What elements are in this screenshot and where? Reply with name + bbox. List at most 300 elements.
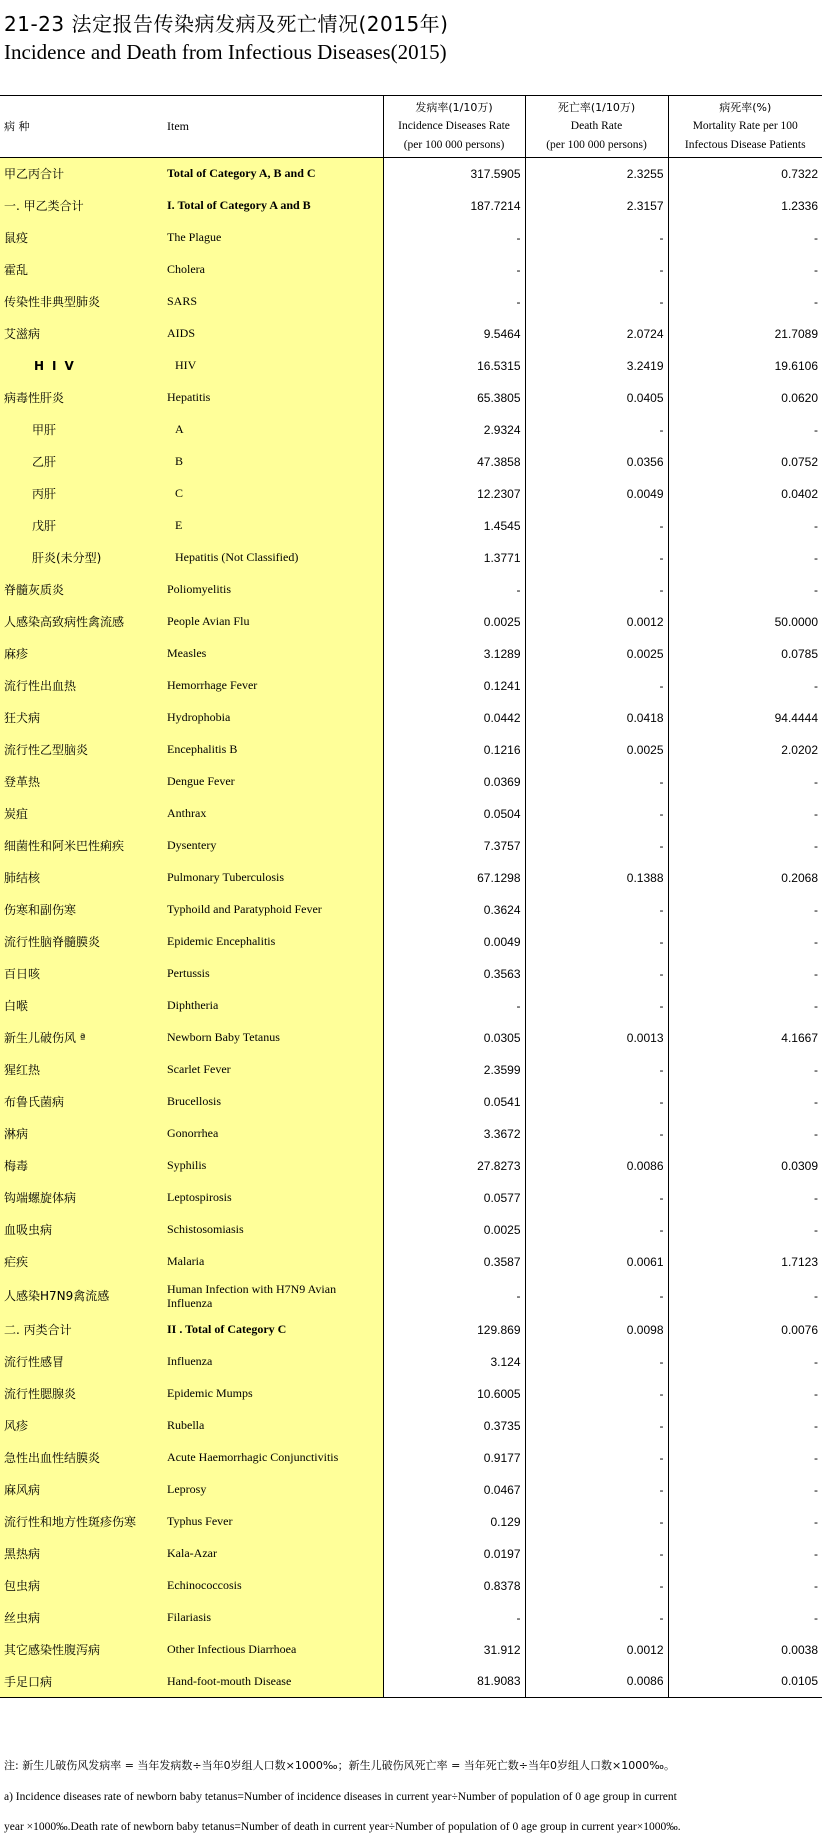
mortality-rate-cell: -: [668, 894, 822, 926]
disease-name-cn: 艾滋病: [0, 318, 165, 350]
table-row: [0, 638, 822, 670]
incidence-rate-cell: -: [383, 254, 525, 286]
header-incidence-en: Incidence Diseases Rate: [398, 120, 510, 132]
mortality-rate-cell: -: [668, 1570, 822, 1602]
table-row: [0, 926, 822, 958]
disease-name-cn: 鼠疫: [0, 222, 165, 254]
table-row: [0, 350, 822, 382]
mortality-rate-cell: -: [668, 670, 822, 702]
mortality-rate-cell: -: [668, 254, 822, 286]
mortality-rate-cell: -: [668, 1538, 822, 1570]
disease-name-en: Hepatitis: [165, 382, 383, 414]
table-row: [0, 1054, 822, 1086]
incidence-rate-cell: 67.1298: [383, 862, 525, 894]
disease-name-cn: 淋病: [0, 1118, 165, 1150]
disease-name-cn: 黑热病: [0, 1538, 165, 1570]
disease-name-en: Hemorrhage Fever: [165, 670, 383, 702]
disease-name-en: People Avian Flu: [165, 606, 383, 638]
mortality-rate-cell: 0.0038: [668, 1634, 822, 1666]
incidence-rate-cell: 0.0025: [383, 1214, 525, 1246]
disease-name-en: Hand-foot-mouth Disease: [165, 1666, 383, 1698]
disease-name-cn: 布鲁氏菌病: [0, 1086, 165, 1118]
table-row: [0, 766, 822, 798]
incidence-rate-cell: -: [383, 990, 525, 1022]
disease-name-en: Other Infectious Diarrhoea: [165, 1634, 383, 1666]
death-rate-cell: -: [525, 830, 668, 862]
incidence-rate-cell: 3.3672: [383, 1118, 525, 1150]
table-row: [0, 1346, 822, 1378]
incidence-rate-cell: -: [383, 574, 525, 606]
disease-name-cn: 二. 丙类合计: [0, 1314, 165, 1346]
incidence-rate-cell: 12.2307: [383, 478, 525, 510]
mortality-rate-cell: -: [668, 1506, 822, 1538]
death-rate-cell: -: [525, 542, 668, 574]
incidence-rate-cell: 0.0369: [383, 766, 525, 798]
incidence-rate-cell: 1.3771: [383, 542, 525, 574]
header-mortality-en1: Mortality Rate per 100: [692, 120, 798, 132]
death-rate-cell: 0.0012: [525, 606, 668, 638]
mortality-rate-cell: 1.7123: [668, 1246, 822, 1278]
table-row: [0, 286, 822, 318]
table-row: [0, 798, 822, 830]
footnote-cn: 注: 新生儿破伤风发病率 = 当年发病数÷当年0岁组人口数×1000‰；新生儿破伤风死亡率 = 当年死亡数÷当年0岁组人口数×1000‰。: [4, 1759, 675, 1772]
incidence-rate-cell: 10.6005: [383, 1378, 525, 1410]
mortality-rate-cell: -: [668, 1214, 822, 1246]
incidence-rate-cell: 0.9177: [383, 1442, 525, 1474]
disease-name-cn: 新生儿破伤风 ª: [0, 1022, 165, 1054]
death-rate-cell: -: [525, 1086, 668, 1118]
table-row: [0, 318, 822, 350]
disease-name-cn: 脊髓灰质炎: [0, 574, 165, 606]
disease-name-en: Typhus Fever: [165, 1506, 383, 1538]
table-row: [0, 222, 822, 254]
table-row: [0, 478, 822, 510]
disease-name-en: Dysentery: [165, 830, 383, 862]
table-row: [0, 1442, 822, 1474]
disease-name-en: Gonorrhea: [165, 1118, 383, 1150]
disease-name-cn: 白喉: [0, 990, 165, 1022]
table-row: [0, 958, 822, 990]
disease-name-cn: 包虫病: [0, 1570, 165, 1602]
table-body: [0, 158, 822, 1698]
mortality-rate-cell: 4.1667: [668, 1022, 822, 1054]
death-rate-cell: -: [525, 1474, 668, 1506]
disease-name-en: Influenza: [165, 1346, 383, 1378]
table-row: [0, 414, 822, 446]
mortality-rate-cell: 0.2068: [668, 862, 822, 894]
table-row: [0, 1602, 822, 1634]
mortality-rate-cell: -: [668, 990, 822, 1022]
mortality-rate-cell: -: [668, 1054, 822, 1086]
mortality-rate-cell: -: [668, 222, 822, 254]
disease-name-en: Filariasis: [165, 1602, 383, 1634]
disease-name-cn: 麻风病: [0, 1474, 165, 1506]
table-row: [0, 382, 822, 414]
disease-name-en: Malaria: [165, 1246, 383, 1278]
table-row: [0, 1118, 822, 1150]
incidence-rate-cell: -: [383, 286, 525, 318]
disease-name-en: Cholera: [165, 254, 383, 286]
disease-name-cn: 甲肝: [0, 414, 165, 446]
table-row: [0, 1538, 822, 1570]
disease-name-en: Poliomyelitis: [165, 574, 383, 606]
disease-name-en: Hydrophobia: [165, 702, 383, 734]
header-death-cn: 死亡率(1/10万): [557, 101, 636, 114]
death-rate-cell: 2.0724: [525, 318, 668, 350]
incidence-rate-cell: 0.0305: [383, 1022, 525, 1054]
table-row: [0, 158, 822, 190]
mortality-rate-cell: 2.0202: [668, 734, 822, 766]
death-rate-cell: -: [525, 1538, 668, 1570]
incidence-rate-cell: -: [383, 1602, 525, 1634]
death-rate-cell: -: [525, 1182, 668, 1214]
death-rate-cell: 0.0013: [525, 1022, 668, 1054]
table-row: [0, 542, 822, 574]
disease-name-cn: 霍乱: [0, 254, 165, 286]
header-item: Item: [165, 96, 383, 158]
table-row: [0, 1150, 822, 1182]
disease-name-en: AIDS: [165, 318, 383, 350]
disease-name-cn: 丙肝: [0, 478, 165, 510]
death-rate-cell: -: [525, 670, 668, 702]
mortality-rate-cell: -: [668, 766, 822, 798]
disease-name-cn: 流行性脑脊髓膜炎: [0, 926, 165, 958]
death-rate-cell: 0.0025: [525, 734, 668, 766]
disease-name-en: Measles: [165, 638, 383, 670]
death-rate-cell: -: [525, 926, 668, 958]
mortality-rate-cell: -: [668, 958, 822, 990]
table-row: [0, 1022, 822, 1054]
table-row: [0, 574, 822, 606]
incidence-rate-cell: 187.7214: [383, 190, 525, 222]
disease-name-en: Typhoild and Paratyphoid Fever: [165, 894, 383, 926]
incidence-rate-cell: 0.0577: [383, 1182, 525, 1214]
death-rate-cell: 0.0061: [525, 1246, 668, 1278]
death-rate-cell: -: [525, 1602, 668, 1634]
incidence-rate-cell: 9.5464: [383, 318, 525, 350]
table-row: [0, 862, 822, 894]
mortality-rate-cell: -: [668, 798, 822, 830]
disease-name-en: A: [165, 414, 383, 446]
incidence-rate-cell: 47.3858: [383, 446, 525, 478]
mortality-rate-cell: 0.0105: [668, 1666, 822, 1698]
mortality-rate-cell: -: [668, 1086, 822, 1118]
incidence-rate-cell: 3.124: [383, 1346, 525, 1378]
incidence-rate-cell: 0.0467: [383, 1474, 525, 1506]
death-rate-cell: 0.0356: [525, 446, 668, 478]
table-row: [0, 510, 822, 542]
incidence-rate-cell: 16.5315: [383, 350, 525, 382]
incidence-rate-cell: 0.3735: [383, 1410, 525, 1442]
disease-name-cn: 病毒性肝炎: [0, 382, 165, 414]
table-row: [0, 1634, 822, 1666]
disease-name-cn: 人感染H7N9禽流感: [0, 1278, 165, 1314]
mortality-rate-cell: 0.0402: [668, 478, 822, 510]
table-row: [0, 1086, 822, 1118]
mortality-rate-cell: 50.0000: [668, 606, 822, 638]
disease-name-cn: 肺结核: [0, 862, 165, 894]
incidence-rate-cell: 0.0504: [383, 798, 525, 830]
mortality-rate-cell: -: [668, 1118, 822, 1150]
disease-name-cn: 戊肝: [0, 510, 165, 542]
incidence-rate-cell: 0.0025: [383, 606, 525, 638]
incidence-rate-cell: -: [383, 222, 525, 254]
mortality-rate-cell: -: [668, 1378, 822, 1410]
mortality-rate-cell: -: [668, 1182, 822, 1214]
death-rate-cell: 2.3157: [525, 190, 668, 222]
disease-name-en: SARS: [165, 286, 383, 318]
table-row: [0, 1666, 822, 1698]
incidence-rate-cell: 0.3587: [383, 1246, 525, 1278]
disease-name-en: Human Infection with H7N9 Avian Influenza: [165, 1278, 383, 1314]
incidence-rate-cell: 81.9083: [383, 1666, 525, 1698]
disease-name-cn: 流行性和地方性斑疹伤寒: [0, 1506, 165, 1538]
disease-name-en: Hepatitis (Not Classified): [165, 542, 383, 574]
disease-name-en: E: [165, 510, 383, 542]
footnote-en-line1: a) Incidence diseases rate of newborn baby tetanus=Number of incidence diseases in current year÷Number of population of 0 age group in current: [4, 1791, 677, 1803]
mortality-rate-cell: 0.0752: [668, 446, 822, 478]
death-rate-cell: -: [525, 1054, 668, 1086]
header-mortality-cn: 病死率(%): [719, 101, 772, 114]
death-rate-cell: -: [525, 1346, 668, 1378]
table-row: [0, 734, 822, 766]
table-row: [0, 1246, 822, 1278]
disease-name-cn: 血吸虫病: [0, 1214, 165, 1246]
disease-name-cn: 疟疾: [0, 1246, 165, 1278]
table-row: [0, 1570, 822, 1602]
death-rate-cell: -: [525, 1378, 668, 1410]
disease-name-en: Diphtheria: [165, 990, 383, 1022]
death-rate-cell: -: [525, 574, 668, 606]
mortality-rate-cell: 94.4444: [668, 702, 822, 734]
disease-name-cn: 丝虫病: [0, 1602, 165, 1634]
death-rate-cell: -: [525, 990, 668, 1022]
death-rate-cell: 0.0086: [525, 1150, 668, 1182]
incidence-rate-cell: 1.4545: [383, 510, 525, 542]
death-rate-cell: -: [525, 1410, 668, 1442]
death-rate-cell: 0.0086: [525, 1666, 668, 1698]
incidence-rate-cell: -: [383, 1278, 525, 1314]
incidence-rate-cell: 3.1289: [383, 638, 525, 670]
death-rate-cell: -: [525, 1442, 668, 1474]
death-rate-cell: -: [525, 414, 668, 446]
mortality-rate-cell: -: [668, 414, 822, 446]
table-row: [0, 830, 822, 862]
table-row: [0, 606, 822, 638]
disease-name-cn: 一. 甲乙类合计: [0, 190, 165, 222]
incidence-rate-cell: 0.1216: [383, 734, 525, 766]
mortality-rate-cell: -: [668, 1442, 822, 1474]
death-rate-cell: 0.0049: [525, 478, 668, 510]
mortality-rate-cell: 21.7089: [668, 318, 822, 350]
mortality-rate-cell: -: [668, 926, 822, 958]
incidence-rate-cell: 0.1241: [383, 670, 525, 702]
disease-name-cn: 流行性乙型脑炎: [0, 734, 165, 766]
death-rate-cell: -: [525, 1214, 668, 1246]
disease-name-en: Kala-Azar: [165, 1538, 383, 1570]
table-row: [0, 1214, 822, 1246]
incidence-rate-cell: 0.3563: [383, 958, 525, 990]
death-rate-cell: -: [525, 958, 668, 990]
death-rate-cell: -: [525, 766, 668, 798]
incidence-rate-cell: 0.3624: [383, 894, 525, 926]
table-row: [0, 1506, 822, 1538]
page-title-cn: 21-23 法定报告传染病发病及死亡情况(2015年): [4, 12, 449, 36]
table-header-row: [0, 96, 822, 158]
disease-name-en: Anthrax: [165, 798, 383, 830]
disease-name-cn: 甲乙丙合计: [0, 158, 165, 190]
death-rate-cell: -: [525, 1506, 668, 1538]
incidence-rate-cell: 129.869: [383, 1314, 525, 1346]
death-rate-cell: -: [525, 1118, 668, 1150]
mortality-rate-cell: 0.7322: [668, 158, 822, 190]
disease-name-cn: 急性出血性结膜炎: [0, 1442, 165, 1474]
death-rate-cell: 0.1388: [525, 862, 668, 894]
disease-name-cn: 梅毒: [0, 1150, 165, 1182]
death-rate-cell: -: [525, 254, 668, 286]
disease-name-en: Encephalitis B: [165, 734, 383, 766]
disease-name-cn: 乙肝: [0, 446, 165, 478]
mortality-rate-cell: 0.0620: [668, 382, 822, 414]
mortality-rate-cell: -: [668, 1346, 822, 1378]
disease-name-cn: 风疹: [0, 1410, 165, 1442]
incidence-rate-cell: 317.5905: [383, 158, 525, 190]
disease-name-cn: 其它感染性腹泻病: [0, 1634, 165, 1666]
mortality-rate-cell: -: [668, 286, 822, 318]
disease-name-en: Rubella: [165, 1410, 383, 1442]
disease-name-en: I. Total of Category A and B: [165, 190, 383, 222]
table-row: [0, 1378, 822, 1410]
header-mortality: [668, 96, 822, 158]
disease-name-en: Brucellosis: [165, 1086, 383, 1118]
mortality-rate-cell: 0.0785: [668, 638, 822, 670]
disease-name-cn: 细菌性和阿米巴性痢疾: [0, 830, 165, 862]
mortality-rate-cell: 1.2336: [668, 190, 822, 222]
table-row: [0, 254, 822, 286]
incidence-rate-cell: 27.8273: [383, 1150, 525, 1182]
death-rate-cell: 0.0418: [525, 702, 668, 734]
infectious-disease-table: [0, 95, 822, 1698]
mortality-rate-cell: -: [668, 830, 822, 862]
death-rate-cell: -: [525, 1570, 668, 1602]
mortality-rate-cell: -: [668, 574, 822, 606]
incidence-rate-cell: 0.129: [383, 1506, 525, 1538]
disease-name-en: II . Total of Category C: [165, 1314, 383, 1346]
header-disease-cn: 病 种: [0, 96, 165, 158]
table-row: [0, 1410, 822, 1442]
disease-name-en: Epidemic Encephalitis: [165, 926, 383, 958]
incidence-rate-cell: 0.0442: [383, 702, 525, 734]
incidence-rate-cell: 0.8378: [383, 1570, 525, 1602]
disease-name-en: Leprosy: [165, 1474, 383, 1506]
disease-name-en: Total of Category A, B and C: [165, 158, 383, 190]
mortality-rate-cell: -: [668, 1474, 822, 1506]
header-incidence: [383, 96, 525, 158]
disease-name-cn: 百日咳: [0, 958, 165, 990]
table-row: [0, 990, 822, 1022]
header-death-en: Death Rate: [570, 120, 623, 132]
table-row: [0, 894, 822, 926]
death-rate-cell: 0.0405: [525, 382, 668, 414]
disease-name-en: The Plague: [165, 222, 383, 254]
disease-name-en: Pulmonary Tuberculosis: [165, 862, 383, 894]
mortality-rate-cell: 0.0309: [668, 1150, 822, 1182]
table-row: [0, 1474, 822, 1506]
incidence-rate-cell: 0.0197: [383, 1538, 525, 1570]
death-rate-cell: 3.2419: [525, 350, 668, 382]
disease-name-cn: 流行性腮腺炎: [0, 1378, 165, 1410]
table-row: [0, 1314, 822, 1346]
mortality-rate-cell: -: [668, 1602, 822, 1634]
disease-name-cn: 麻疹: [0, 638, 165, 670]
disease-name-cn: 登革热: [0, 766, 165, 798]
death-rate-cell: -: [525, 286, 668, 318]
death-rate-cell: 2.3255: [525, 158, 668, 190]
mortality-rate-cell: -: [668, 1278, 822, 1314]
mortality-rate-cell: 0.0076: [668, 1314, 822, 1346]
table-row: [0, 1182, 822, 1214]
disease-name-en: HIV: [165, 350, 383, 382]
death-rate-cell: -: [525, 510, 668, 542]
mortality-rate-cell: -: [668, 510, 822, 542]
incidence-rate-cell: 0.0049: [383, 926, 525, 958]
death-rate-cell: 0.0098: [525, 1314, 668, 1346]
death-rate-cell: -: [525, 222, 668, 254]
death-rate-cell: -: [525, 1278, 668, 1314]
table-row: [0, 702, 822, 734]
header-incidence-unit: (per 100 000 persons): [403, 139, 505, 151]
disease-name-cn: 伤寒和副伤寒: [0, 894, 165, 926]
disease-name-cn: 传染性非典型肺炎: [0, 286, 165, 318]
incidence-rate-cell: 65.3805: [383, 382, 525, 414]
incidence-rate-cell: 0.0541: [383, 1086, 525, 1118]
disease-name-en: Dengue Fever: [165, 766, 383, 798]
incidence-rate-cell: 2.9324: [383, 414, 525, 446]
header-death-unit: (per 100 000 persons): [546, 139, 647, 151]
incidence-rate-cell: 31.912: [383, 1634, 525, 1666]
incidence-rate-cell: 7.3757: [383, 830, 525, 862]
disease-name-cn: 狂犬病: [0, 702, 165, 734]
disease-name-cn: 钩端螺旋体病: [0, 1182, 165, 1214]
disease-name-en: Pertussis: [165, 958, 383, 990]
disease-name-en: Echinococcosis: [165, 1570, 383, 1602]
death-rate-cell: -: [525, 798, 668, 830]
death-rate-cell: -: [525, 894, 668, 926]
header-mortality-en2: Infectous Disease Patients: [684, 139, 806, 151]
disease-name-cn: 猩红热: [0, 1054, 165, 1086]
table-row: [0, 446, 822, 478]
disease-name-en: Epidemic Mumps: [165, 1378, 383, 1410]
disease-name-en: C: [165, 478, 383, 510]
disease-name-cn: 流行性出血热: [0, 670, 165, 702]
disease-name-cn: 炭疽: [0, 798, 165, 830]
disease-name-cn: 手足口病: [0, 1666, 165, 1698]
disease-name-en: Schistosomiasis: [165, 1214, 383, 1246]
disease-name-cn: 人感染高致病性禽流感: [0, 606, 165, 638]
disease-name-en: Newborn Baby Tetanus: [165, 1022, 383, 1054]
mortality-rate-cell: 19.6106: [668, 350, 822, 382]
disease-name-en: Leptospirosis: [165, 1182, 383, 1214]
disease-name-en: B: [165, 446, 383, 478]
disease-name-cn: 流行性感冒: [0, 1346, 165, 1378]
footnote-en-line2: year ×1000‰.Death rate of newborn baby tetanus=Number of death in current year÷Number of population of 0 age group in current year×1000‰.: [4, 1821, 681, 1833]
disease-name-en: Scarlet Fever: [165, 1054, 383, 1086]
header-incidence-cn: 发病率(1/10万): [415, 101, 493, 114]
incidence-rate-cell: 2.3599: [383, 1054, 525, 1086]
header-death: [525, 96, 668, 158]
table-row: [0, 190, 822, 222]
table-row: [0, 670, 822, 702]
